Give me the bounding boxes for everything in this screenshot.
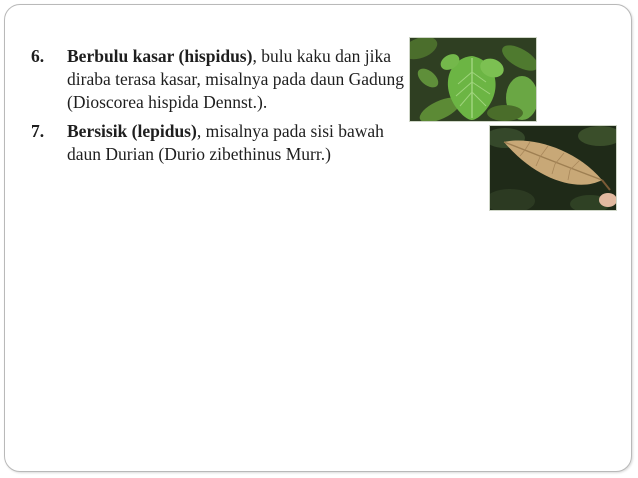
item-description: , bulu kaku dan jika diraba terasa kasar, misalnya pada daun Gadung (Dioscorea hispida Dennst.). [67,46,405,112]
item-term: Berbulu kasar (hispidus) [67,46,253,66]
item-term: Bersisik (lepidus) [67,121,197,141]
list-item-6 [31,45,411,114]
item-number: 6. [31,46,45,66]
durian-leaf-photo [489,125,617,211]
gadung-leaf-photo [409,37,537,122]
slide-frame [4,4,632,472]
list-item-7 [31,120,411,166]
item-number: 7. [31,121,45,141]
item-description: , misalnya pada sisi bawah daun Durian (Durio zibethinus Murr.) [67,121,384,164]
definition-list [31,45,411,172]
